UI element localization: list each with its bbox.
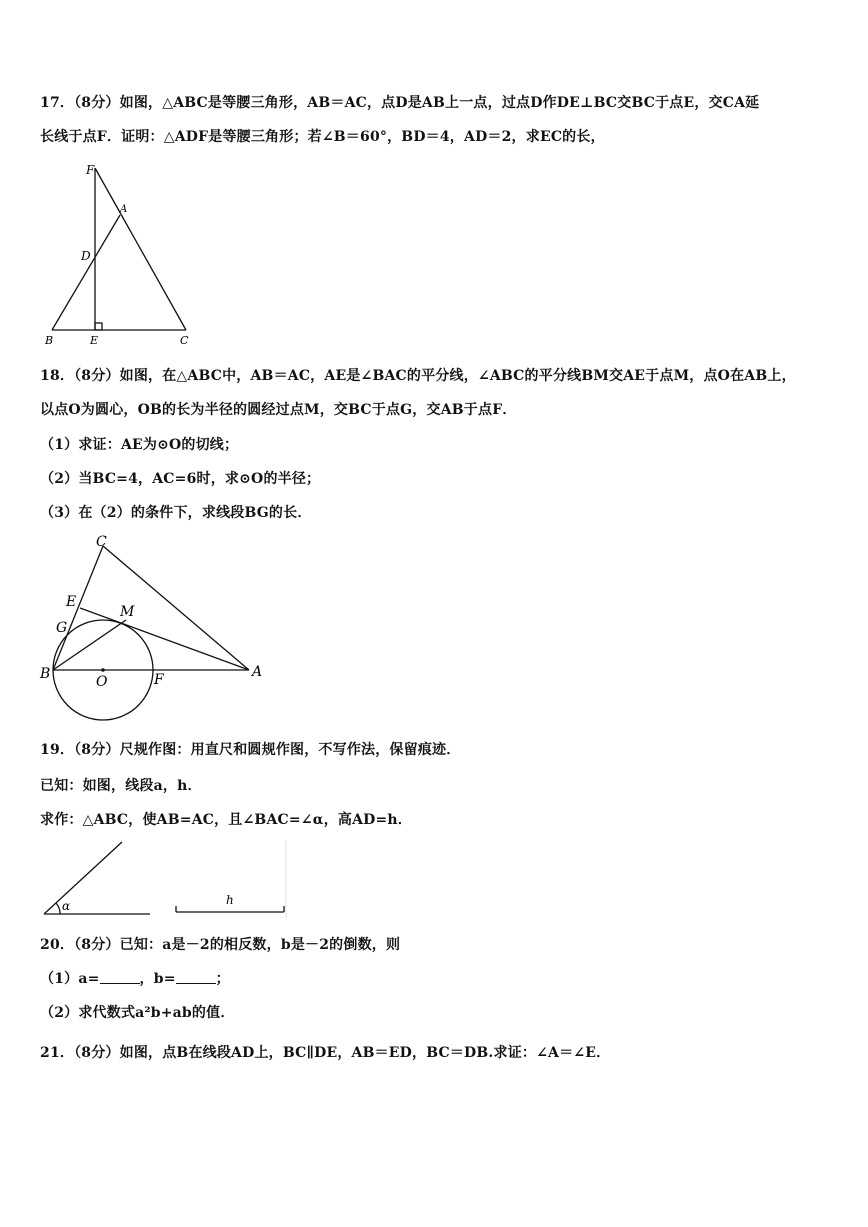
q18-label-M: M <box>120 604 135 620</box>
q17-label-C: C <box>180 334 189 347</box>
q18-label-O: O <box>96 674 108 690</box>
q18-part1: （1）求证：AE为⊙O的切线； <box>40 437 239 453</box>
q20-part1 <box>40 968 230 988</box>
q18-part2: （2）当BC=4，AC=6时，求⊙O的半径； <box>40 471 321 487</box>
q18-segment-BC <box>53 546 103 670</box>
q17-right-angle-mark <box>95 323 102 330</box>
q20-text-line1: 20．（8分）已知：a是－2的相反数，b是－2的倒数，则 <box>40 937 401 953</box>
q20-part1-a-label: （1）a= <box>40 971 100 987</box>
q17-label-D: D <box>81 249 91 263</box>
q19-text-line1: 19．（8分）尺规作图：用直尺和圆规作图，不写作法，保留痕迹． <box>40 742 461 758</box>
q18-label-A: A <box>252 664 263 680</box>
q17-label-B: B <box>45 334 54 347</box>
q20-blank-b[interactable] <box>176 971 216 984</box>
q17-label-E: E <box>90 334 99 347</box>
q18-label-E: E <box>66 594 77 610</box>
q20-part2: （2）求代数式a²b+ab的值． <box>40 1005 235 1021</box>
q19-angle-ray-upper <box>44 842 122 914</box>
q18-label-B: B <box>40 666 51 682</box>
q20-blank-a[interactable] <box>100 971 140 984</box>
q19-angle-arc <box>56 903 60 914</box>
q18-label-F: F <box>154 672 164 688</box>
q19-text-line3: 求作：△ABC，使AB=AC，且∠BAC=∠α，高AD=h． <box>40 812 413 828</box>
q17-segment-CF <box>95 168 186 330</box>
q19-label-h: h <box>226 893 234 907</box>
q17-label-F: F <box>86 163 95 177</box>
q18-segment-EA <box>80 608 249 670</box>
q20-part1-b-label: ，b= <box>139 971 176 987</box>
q20-part1-end: ； <box>215 971 230 987</box>
q17-text-line1: 17．（8分）如图，△ABC是等腰三角形，AB＝AC，点D是AB上一点，过点D作DE⊥BC交BC于点E，交CA延 <box>40 95 760 111</box>
q18-text-line1: 18．（8分）如图，在△ABC中，AB＝AC，AE是∠BAC的平分线，∠ABC的平分线BM交AE于点M，点O在AB上， <box>40 368 796 384</box>
q18-center-dot <box>101 668 105 672</box>
q21-text-line1: 21．（8分）如图，点B在线段AD上，BC∥DE，AB＝ED，BC＝DB.求证：∠A＝∠E． <box>40 1045 611 1061</box>
q19-figure <box>40 838 290 920</box>
q17-text-line2: 长线于点F．证明：△ADF是等腰三角形；若∠B＝60°，BD＝4，AD＝2，求EC的长， <box>40 129 605 145</box>
q17-segment-BA <box>52 215 120 330</box>
q17-label-A: A <box>120 204 128 215</box>
q18-text-line2: 以点O为圆心，OB的长为半径的圆经过点M，交BC于点G，交AB于点F． <box>40 402 517 418</box>
q18-label-G: G <box>56 620 68 636</box>
q19-text-line2: 已知：如图，线段a，h． <box>40 778 202 794</box>
q19-label-alpha: α <box>62 899 71 913</box>
q18-part3: （3）在（2）的条件下，求线段BG的长． <box>40 505 312 521</box>
q17-figure <box>40 160 200 350</box>
q18-figure <box>36 532 276 727</box>
q18-label-C: C <box>96 534 107 550</box>
